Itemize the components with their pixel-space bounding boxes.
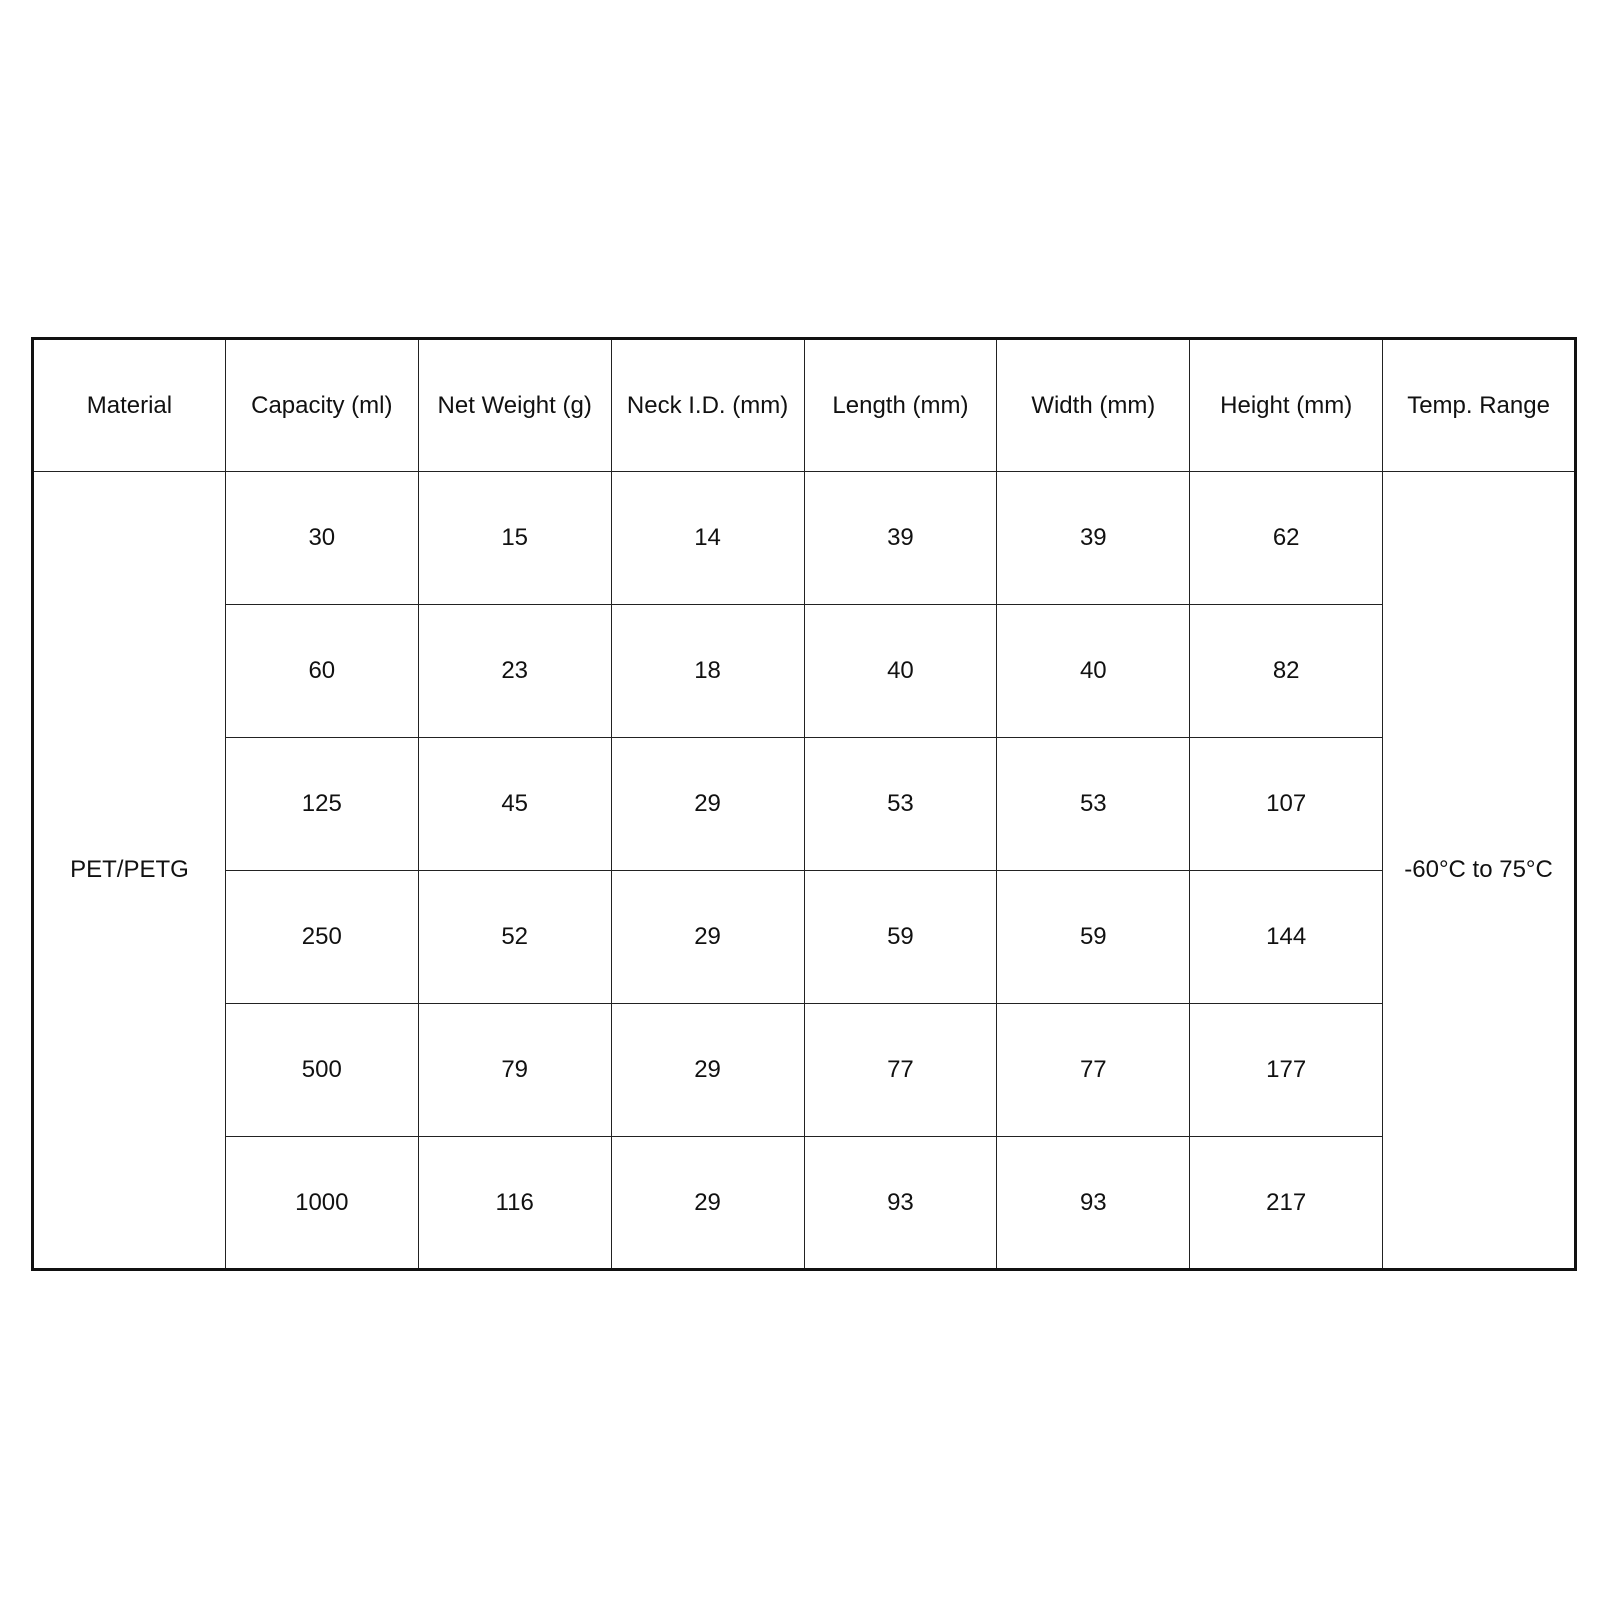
length-cell: 39 <box>804 472 997 605</box>
header-temp-range: Temp. Range <box>1383 339 1576 472</box>
capacity-cell: 500 <box>225 1004 418 1137</box>
height-cell: 144 <box>1190 871 1383 1004</box>
net-weight-cell: 79 <box>418 1004 611 1137</box>
capacity-cell: 1000 <box>225 1137 418 1270</box>
header-capacity: Capacity (ml) <box>225 339 418 472</box>
header-height: Height (mm) <box>1190 339 1383 472</box>
net-weight-cell: 23 <box>418 605 611 738</box>
neck-id-cell: 29 <box>611 871 804 1004</box>
capacity-cell: 60 <box>225 605 418 738</box>
table-row <box>33 1004 1576 1137</box>
length-cell: 40 <box>804 605 997 738</box>
table-row <box>33 472 1576 605</box>
neck-id-cell: 14 <box>611 472 804 605</box>
capacity-cell: 30 <box>225 472 418 605</box>
neck-id-cell: 18 <box>611 605 804 738</box>
neck-id-cell: 29 <box>611 1004 804 1137</box>
width-cell: 53 <box>997 738 1190 871</box>
table-row <box>33 605 1576 738</box>
length-cell: 77 <box>804 1004 997 1137</box>
neck-id-cell: 29 <box>611 738 804 871</box>
table-row <box>33 871 1576 1004</box>
temp-range-cell: -60°C to 75°C <box>1383 472 1576 1270</box>
header-length: Length (mm) <box>804 339 997 472</box>
material-cell: PET/PETG <box>33 472 226 1270</box>
neck-id-cell: 29 <box>611 1137 804 1270</box>
height-cell: 177 <box>1190 1004 1383 1137</box>
capacity-cell: 250 <box>225 871 418 1004</box>
header-neck-id: Neck I.D. (mm) <box>611 339 804 472</box>
capacity-cell: 125 <box>225 738 418 871</box>
net-weight-cell: 52 <box>418 871 611 1004</box>
length-cell: 53 <box>804 738 997 871</box>
width-cell: 77 <box>997 1004 1190 1137</box>
header-net-weight: Net Weight (g) <box>418 339 611 472</box>
length-cell: 59 <box>804 871 997 1004</box>
height-cell: 62 <box>1190 472 1383 605</box>
table-row <box>33 1137 1576 1270</box>
net-weight-cell: 116 <box>418 1137 611 1270</box>
header-row <box>33 339 1576 472</box>
net-weight-cell: 15 <box>418 472 611 605</box>
spec-table <box>31 337 1577 1271</box>
length-cell: 93 <box>804 1137 997 1270</box>
width-cell: 40 <box>997 605 1190 738</box>
header-width: Width (mm) <box>997 339 1190 472</box>
width-cell: 93 <box>997 1137 1190 1270</box>
width-cell: 59 <box>997 871 1190 1004</box>
height-cell: 217 <box>1190 1137 1383 1270</box>
height-cell: 107 <box>1190 738 1383 871</box>
table-row <box>33 738 1576 871</box>
net-weight-cell: 45 <box>418 738 611 871</box>
width-cell: 39 <box>997 472 1190 605</box>
header-material: Material <box>33 339 226 472</box>
height-cell: 82 <box>1190 605 1383 738</box>
